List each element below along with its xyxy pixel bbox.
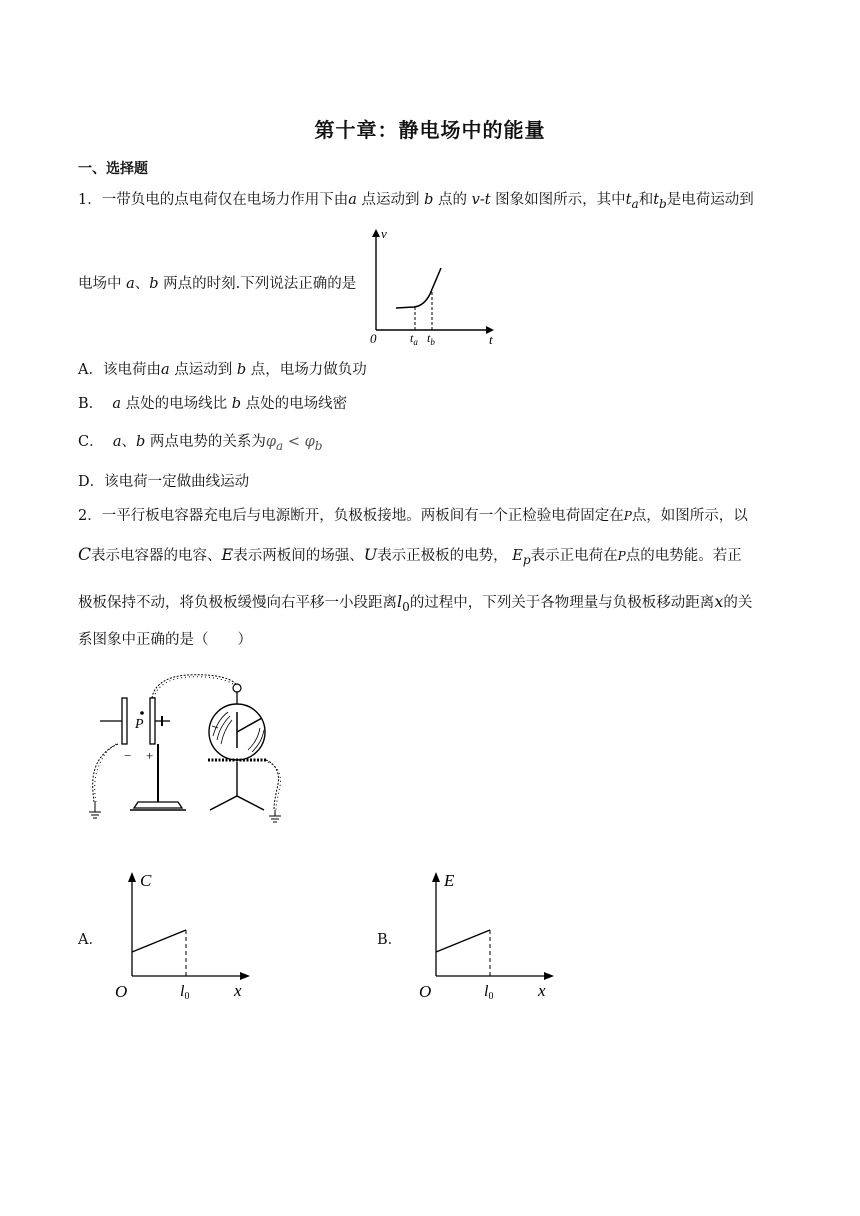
- graph-a-y-label: C: [140, 871, 152, 890]
- q1-stem-line1: 1．一带负电的点电荷仅在电场力作用下由a 点运动到 b 点的 v-t 图象如图所示，其中$t_a$和$t_b$是电荷运动到: [78, 192, 754, 211]
- q1-option-a[interactable]: A．该电荷由a 点运动到 b 点，电场力做负功: [78, 362, 367, 378]
- graph-b-y-label: E: [444, 871, 455, 890]
- q2-stem-line2: C表示电容器的电容、E表示两板间的场强、U表示正极板的电势， $E_p$表示正电荷在P点的电势能。若正: [78, 545, 742, 567]
- q1-option-c[interactable]: C． a、b 两点电势的关系为$\varphi_a < \varphi_b$: [78, 434, 323, 453]
- q2-option-b-graph[interactable]: [412, 866, 562, 1006]
- q2-option-b-label[interactable]: B．: [377, 932, 403, 948]
- vt-ta-label: $t_a$: [410, 331, 418, 346]
- graph-a-origin-label: O: [115, 982, 128, 1001]
- page-title: 第十章：静电场中的能量: [314, 118, 546, 142]
- graph-a-l0-label: l0: [180, 983, 190, 1002]
- graph-a-line: [132, 930, 186, 952]
- positive-plate: [150, 698, 155, 744]
- q2-option-a-label[interactable]: A．: [78, 932, 103, 948]
- q2-stem-line1: 2．一平行板电容器充电后与电源断开，负极板接地。两板间有一个正检验电荷固定在P点，如图所示，以: [78, 508, 748, 524]
- vt-tb-label: $t_b$: [427, 331, 435, 346]
- graph-b-l0-label: l0: [484, 983, 494, 1002]
- figure-p-label: P: [135, 717, 144, 732]
- q2-stem-line4: 系图象中正确的是（ ）: [78, 632, 252, 648]
- electroscope-knob: [233, 684, 241, 692]
- q2-option-a-graph[interactable]: [108, 866, 258, 1006]
- vt-origin-label: 0: [370, 331, 377, 346]
- graph-b-line: [436, 930, 490, 952]
- figure-minus-label: −: [124, 748, 132, 763]
- figure-plus-label: +: [146, 748, 154, 763]
- vt-axis-v-label: v: [381, 226, 387, 241]
- graph-b-origin-label: O: [419, 982, 432, 1001]
- q1-option-b[interactable]: B． a 点处的电场线比 b 点处的电场线密: [78, 396, 348, 412]
- q1-vt-graph: [364, 222, 504, 346]
- q1-option-d[interactable]: D．该电荷一定做曲线运动: [78, 474, 250, 490]
- vt-axis-t-label: t: [489, 332, 493, 346]
- section-heading: 一、选择题: [78, 161, 148, 177]
- graph-a-x-label: x: [234, 981, 242, 1000]
- q1-stem-line2: 电场中 a、b 两点的时刻.下列说法正确的是: [78, 276, 357, 292]
- negative-plate: [122, 698, 127, 744]
- vt-curve: [396, 268, 441, 308]
- q2-capacitor-figure: [78, 666, 298, 830]
- graph-b-x-label: x: [538, 981, 546, 1000]
- q2-stem-line3: 极板保持不动，将负极板缓慢向右平移一小段距离$l_0$的过程中，下列关于各物理量与负极板移动距离x的关: [78, 592, 753, 614]
